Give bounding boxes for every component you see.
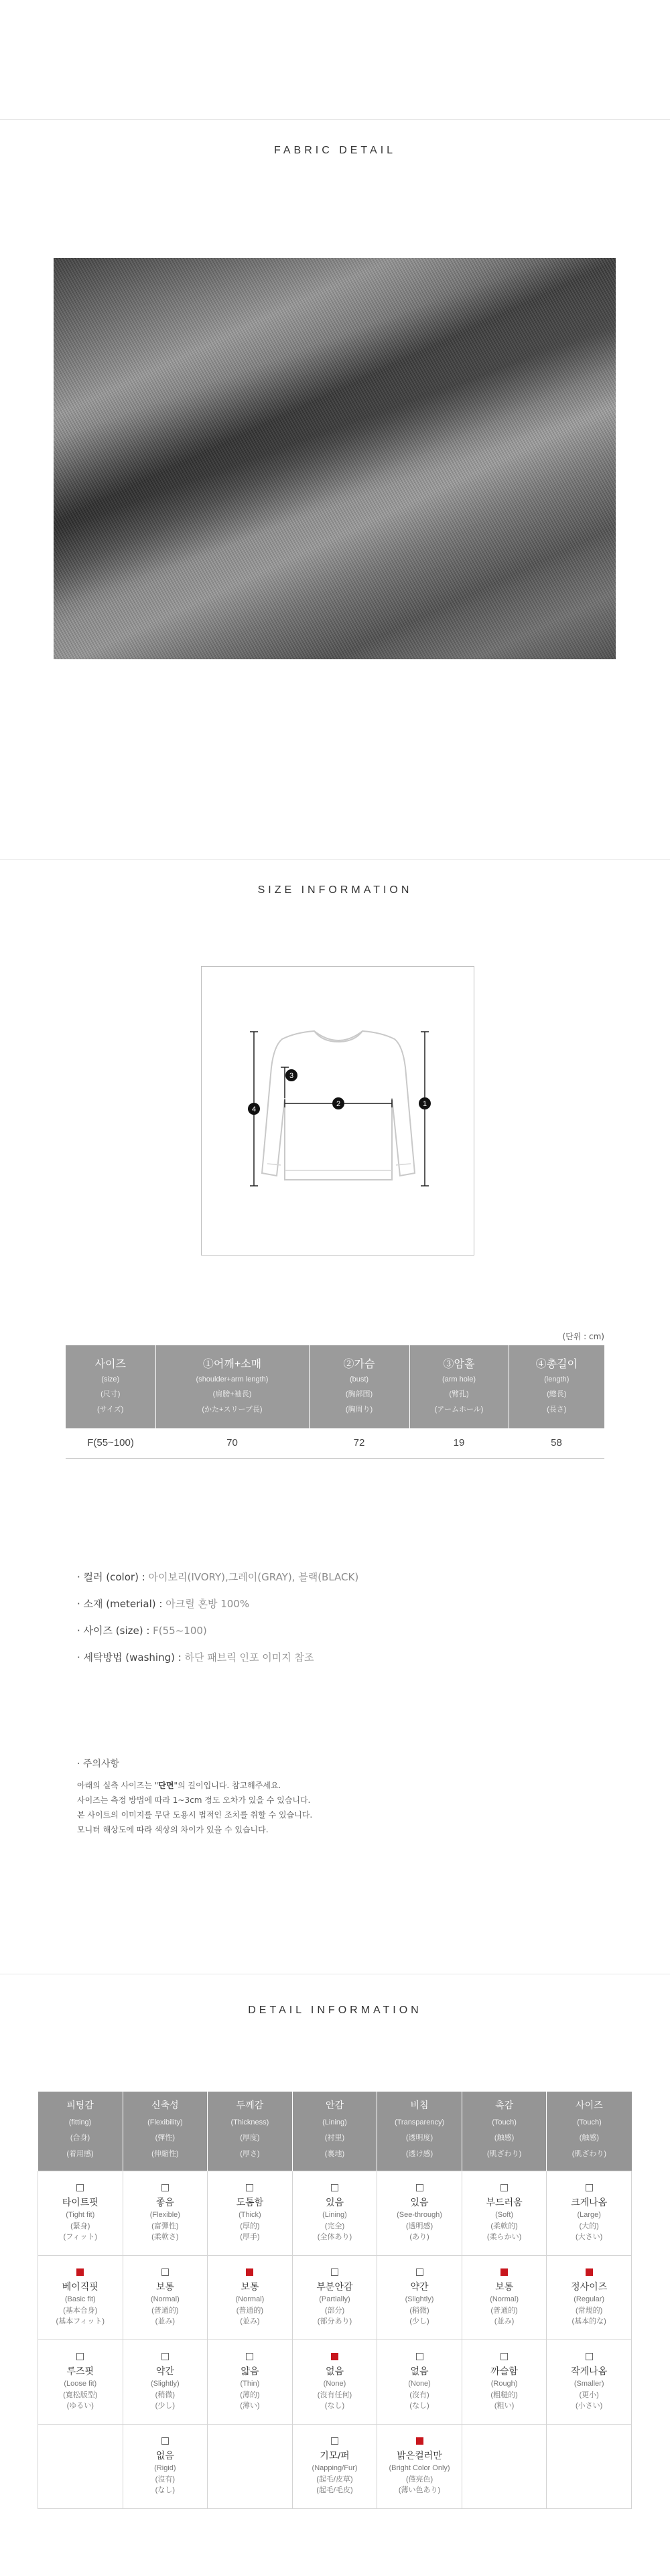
detail-header-6: 사이즈 (Touch) (触感) (肌ざわり) [547,2092,632,2171]
fabric-detail-title: FABRIC DETAIL [273,145,397,156]
checkbox-icon [161,2184,169,2191]
checkbox-icon [586,2184,593,2191]
checkbox-icon [586,2353,593,2360]
checkbox-icon [161,2353,169,2360]
svg-text:4: 4 [251,1105,257,1113]
checkbox-icon [500,2184,508,2191]
detail-header-4: 비침 (Transparency) (透明度) (透け感) [377,2092,462,2171]
size-header-size: 사이즈 (size) (尺寸) (サイズ) [66,1345,155,1428]
top-divider [0,119,670,120]
info-material-value: 아크릴 혼방 100% [162,1598,250,1610]
detail-information-title: DETAIL INFORMATION [248,2005,422,2016]
checked-box-icon [76,2268,84,2276]
fabric-knit-image [54,258,616,659]
checked-box-icon [586,2268,593,2276]
detail-table [38,2092,632,2509]
detail-cell: 크게나옴 (Large) (大的) (大さい) [547,2171,632,2255]
notice-lines [77,1778,312,1837]
sweater-diagram [202,967,475,1256]
detail-cell: 부드러움 (Soft) (柔軟的) (柔らかい) [462,2171,547,2255]
detail-cell [38,2424,123,2508]
info-size [77,1623,207,1637]
checkbox-icon [246,2184,253,2191]
info-color-value: 아이보리(IVORY),그레이(GRAY), 블랙(BLACK) [145,1571,359,1583]
table-row [38,2255,632,2340]
size-table-header-row [66,1345,604,1428]
notice-line-2: 사이즈는 측정 방법에 따라 1~3cm 정도 오차가 있을 수 있습니다. [77,1795,311,1805]
detail-cell: 없음 (None) (沒有任何) (なし) [292,2340,377,2424]
marker-1 [419,1097,431,1109]
shoulder-arm-cell: 70 [155,1428,309,1458]
detail-cell: 도톰함 (Thick) (厚的) (厚手) [208,2171,293,2255]
checked-box-icon [416,2437,423,2445]
size-header-armhole: ③암홀 (arm hole) (臂孔) (アームホール) [409,1345,509,1428]
notice-line-4: 모니터 해상도에 따라 색상의 차이가 있을 수 있습니다. [77,1825,269,1834]
detail-cell: 까슬함 (Rough) (粗糙的) (粗い) [462,2340,547,2424]
checkbox-icon [161,2437,169,2445]
checked-box-icon [246,2268,253,2276]
detail-header-2: 두께감 (Thickness) (厚度) (厚さ) [208,2092,293,2171]
size-cell: F(55~100) [66,1428,155,1458]
detail-cell: 있음 (Lining) (完全) (全体あり) [292,2171,377,2255]
detail-cell: 좋음 (Flexible) (富彈性) (柔軟さ) [123,2171,208,2255]
info-washing-value: 하단 패브릭 인포 이미지 참조 [181,1651,314,1664]
detail-cell: 루즈핏 (Loose fit) (寛松版型) (ゆるい) [38,2340,123,2424]
svg-text:2: 2 [336,1100,341,1108]
checkbox-icon [76,2353,84,2360]
detail-cell: 기모/퍼 (Napping/Fur) (起毛/皮草) (起毛/毛皮) [292,2424,377,2508]
detail-cell: 없음 (Rigid) (沒有) (なし) [123,2424,208,2508]
checkbox-icon [76,2184,84,2191]
table-row [38,2340,632,2424]
detail-cell: 없음 (None) (沒有) (なし) [377,2340,462,2424]
checkbox-icon [246,2353,253,2360]
detail-cell: 약간 (Slightly) (稍微) (少し) [377,2255,462,2340]
table-row [38,2424,632,2508]
detail-cell: 작게나옴 (Smaller) (更小) (小さい) [547,2340,632,2424]
detail-cell: 있음 (See-through) (透明感) (あり) [377,2171,462,2255]
checkbox-icon [416,2184,423,2191]
checkbox-icon [331,2184,338,2191]
info-size-value: F(55~100) [149,1625,207,1637]
table-row [66,1428,604,1458]
checked-box-icon [331,2353,338,2360]
info-color-label: · 컬러 (color) : [77,1571,145,1583]
detail-header-row [38,2092,632,2171]
unit-label: (단위 : cm) [562,1332,604,1341]
checkbox-icon [416,2353,423,2360]
armhole-cell: 19 [409,1428,509,1458]
size-header-length: ④총길이 (length) (總長) (長さ) [509,1345,604,1428]
detail-cell: 밝은컬러만 (Bright Color Only) (僅亮色) (薄い色あり) [377,2424,462,2508]
marker-2 [332,1097,344,1109]
detail-cell: 보통 (Normal) (普通的) (並み) [123,2255,208,2340]
size-diagram [201,966,474,1256]
table-row [38,2171,632,2255]
checkbox-icon [331,2437,338,2445]
notice-line-1: 아래의 실측 사이즈는 "단면"의 길이입니다. 참고해주세요. [77,1781,281,1790]
svg-text:1: 1 [422,1100,427,1108]
detail-cell: 보통 (Normal) (普通的) (並み) [462,2255,547,2340]
checkbox-icon [331,2268,338,2276]
detail-cell: 약간 (Slightly) (稍微) (少し) [123,2340,208,2424]
checkbox-icon [161,2268,169,2276]
info-washing-label: · 세탁방법 (washing) : [77,1651,182,1664]
notice-title: · 주의사항 [77,1759,119,1769]
info-material-label: · 소재 (meterial) : [77,1598,163,1610]
size-information-title: SIZE INFORMATION [257,884,413,896]
detail-header-1: 신축성 (Flexibility) (彈性) (伸縮性) [123,2092,208,2171]
detail-cell: 보통 (Normal) (普通的) (並み) [208,2255,293,2340]
info-material [77,1597,249,1611]
info-size-label: · 사이즈 (size) : [77,1625,150,1637]
marker-3 [285,1069,297,1081]
divider-1 [0,859,670,860]
marker-4 [248,1103,260,1115]
detail-header-3: 안감 (Lining) (衬里) (裏地) [292,2092,377,2171]
size-table [66,1345,604,1459]
checked-box-icon [500,2268,508,2276]
notice-line-3: 본 사이트의 이미지를 무단 도용시 법적인 조치를 취할 수 있습니다. [77,1810,313,1820]
detail-cell: 베이직핏 (Basic fit) (基本合身) (基本フィット) [38,2255,123,2340]
detail-cell: 부분안감 (Partially) (部分) (部分あり) [292,2255,377,2340]
size-header-shoulder-arm: ①어깨+소매 (shoulder+arm length) (肩膀+袖長) (かた+スリーブ長) [155,1345,309,1428]
svg-text:3: 3 [289,1072,294,1080]
detail-header-5: 촉감 (Touch) (触感) (肌ざわり) [462,2092,547,2171]
info-color [77,1570,358,1584]
detail-header-0: 피팅감 (fitting) (合身) (着用感) [38,2092,123,2171]
detail-cell: 얇음 (Thin) (薄的) (薄い) [208,2340,293,2424]
bust-cell: 72 [309,1428,409,1458]
detail-cell: 타이트핏 (Tight fit) (緊身) (フィット) [38,2171,123,2255]
detail-cell [462,2424,547,2508]
detail-cell: 정사이즈 (Regular) (常規的) (基本的な) [547,2255,632,2340]
checkbox-icon [416,2268,423,2276]
detail-cell [547,2424,632,2508]
length-cell: 58 [509,1428,604,1458]
size-header-bust: ②가슴 (bust) (胸部围) (胸周り) [309,1345,409,1428]
info-washing [77,1650,314,1664]
detail-cell [208,2424,293,2508]
checkbox-icon [500,2353,508,2360]
